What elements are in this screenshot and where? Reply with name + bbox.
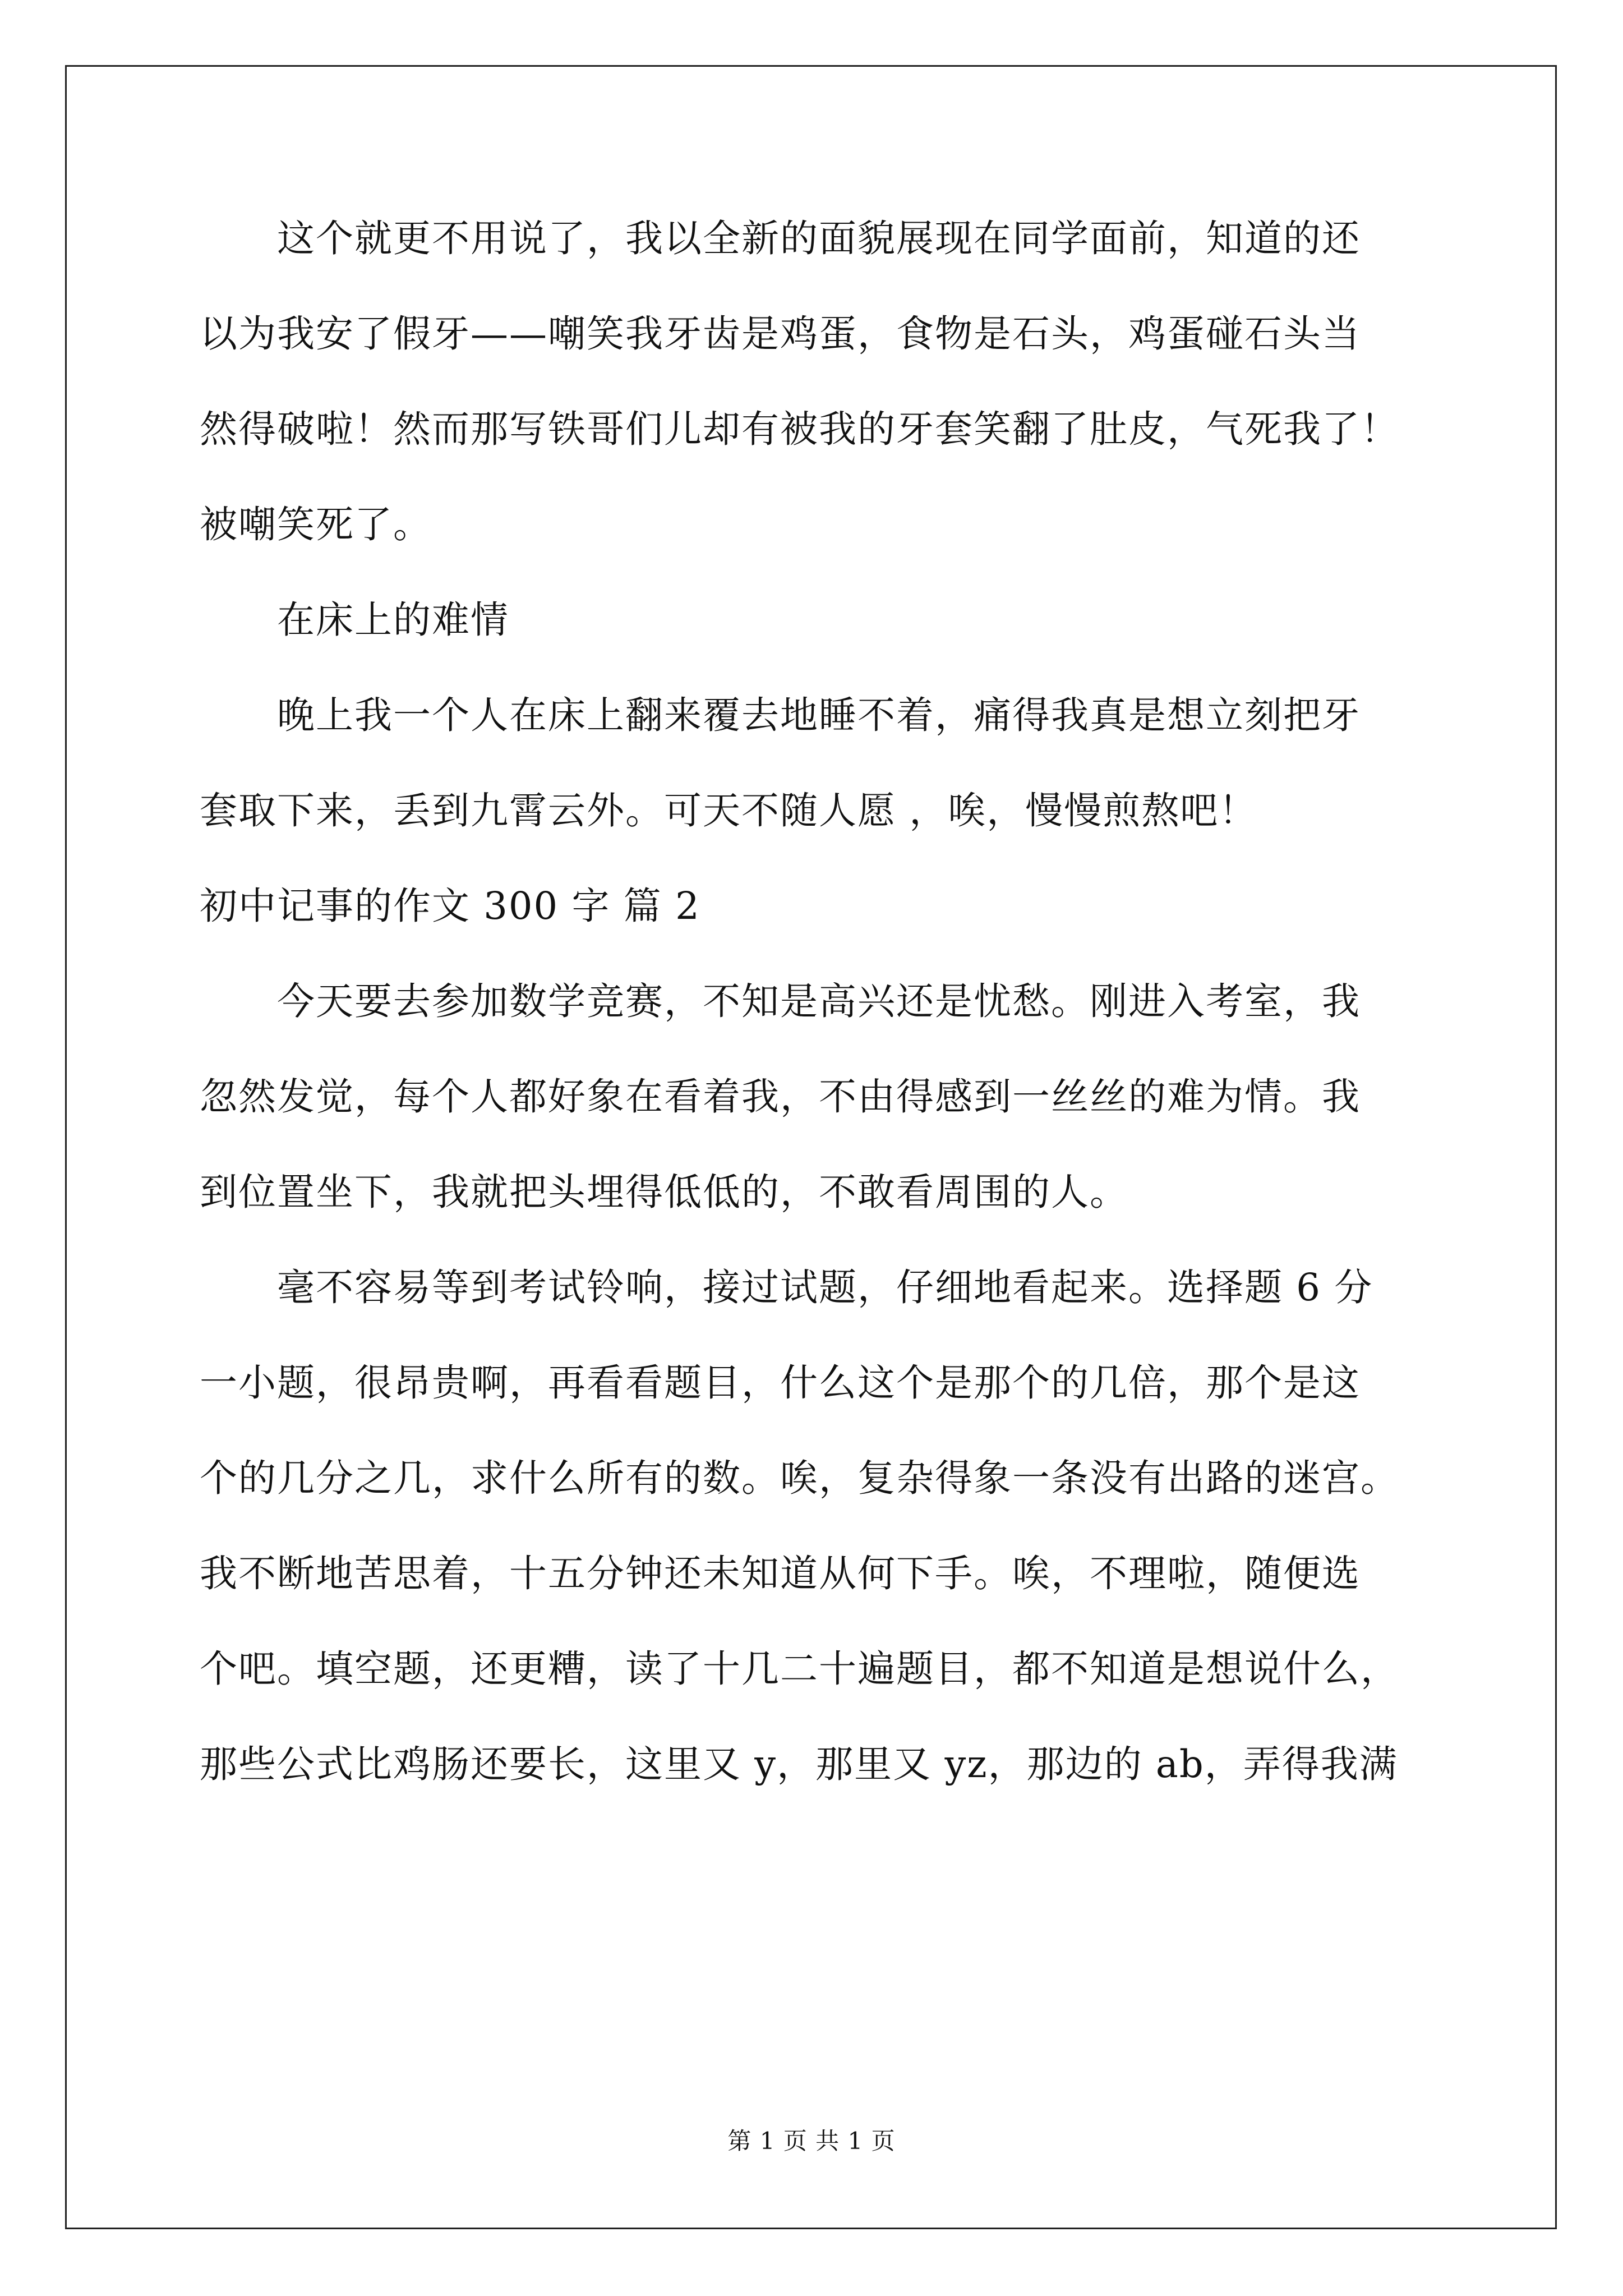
text-line: 个吧。填空题，还更糟，读了十几二十遍题目，都不知道是想说什么， <box>200 1647 1399 1691</box>
text-line: 到位置坐下，我就把头埋得低低的，不敢看周围的人。 <box>200 1170 1128 1214</box>
text-line: 然得破啦！然而那写铁哥们儿却有被我的牙套笑翻了肚皮，气死我了！ <box>200 407 1399 451</box>
text-line: 晚上我一个人在床上翻来覆去地睡不着，痛得我真是想立刻把牙 <box>200 693 1361 737</box>
text-line: 个的几分之几，求什么所有的数。唉，复杂得象一条没有出路的迷宫。 <box>200 1456 1399 1500</box>
article-heading: 初中记事的作文 300 字 篇 2 <box>200 884 700 928</box>
text-line: 以为我安了假牙——嘲笑我牙齿是鸡蛋，食物是石头，鸡蛋碰石头当 <box>200 312 1361 356</box>
text-line: 忽然发觉，每个人都好象在看着我，不由得感到一丝丝的难为情。我 <box>200 1075 1361 1119</box>
page-border <box>65 65 1557 2229</box>
text-line: 毫不容易等到考试铃响，接过试题，仔细地看起来。选择题 6 分 <box>200 1266 1373 1309</box>
text-line: 被嘲笑死了。 <box>200 503 432 546</box>
text-line: 一小题，很昂贵啊，再看看题目，什么这个是那个的几倍，那个是这 <box>200 1361 1361 1405</box>
section-subtitle: 在床上的难情 <box>200 598 509 642</box>
text-line: 那些公式比鸡肠还要长，这里又 y，那里又 yz，那边的 ab，弄得我满 <box>200 1742 1398 1786</box>
text-line: 今天要去参加数学竞赛，不知是高兴还是忧愁。刚进入考室，我 <box>200 979 1361 1023</box>
text-line: 这个就更不用说了，我以全新的面貌展现在同学面前，知道的还 <box>200 217 1361 260</box>
text-line: 套取下来，丢到九霄云外。可天不随人愿 ，唉，慢慢煎熬吧！ <box>200 789 1258 832</box>
text-line: 我不断地苦思着，十五分钟还未知道从何下手。唉，不理啦，随便选 <box>200 1552 1361 1595</box>
page-footer: 第 1 页 共 1 页 <box>727 2127 896 2155</box>
